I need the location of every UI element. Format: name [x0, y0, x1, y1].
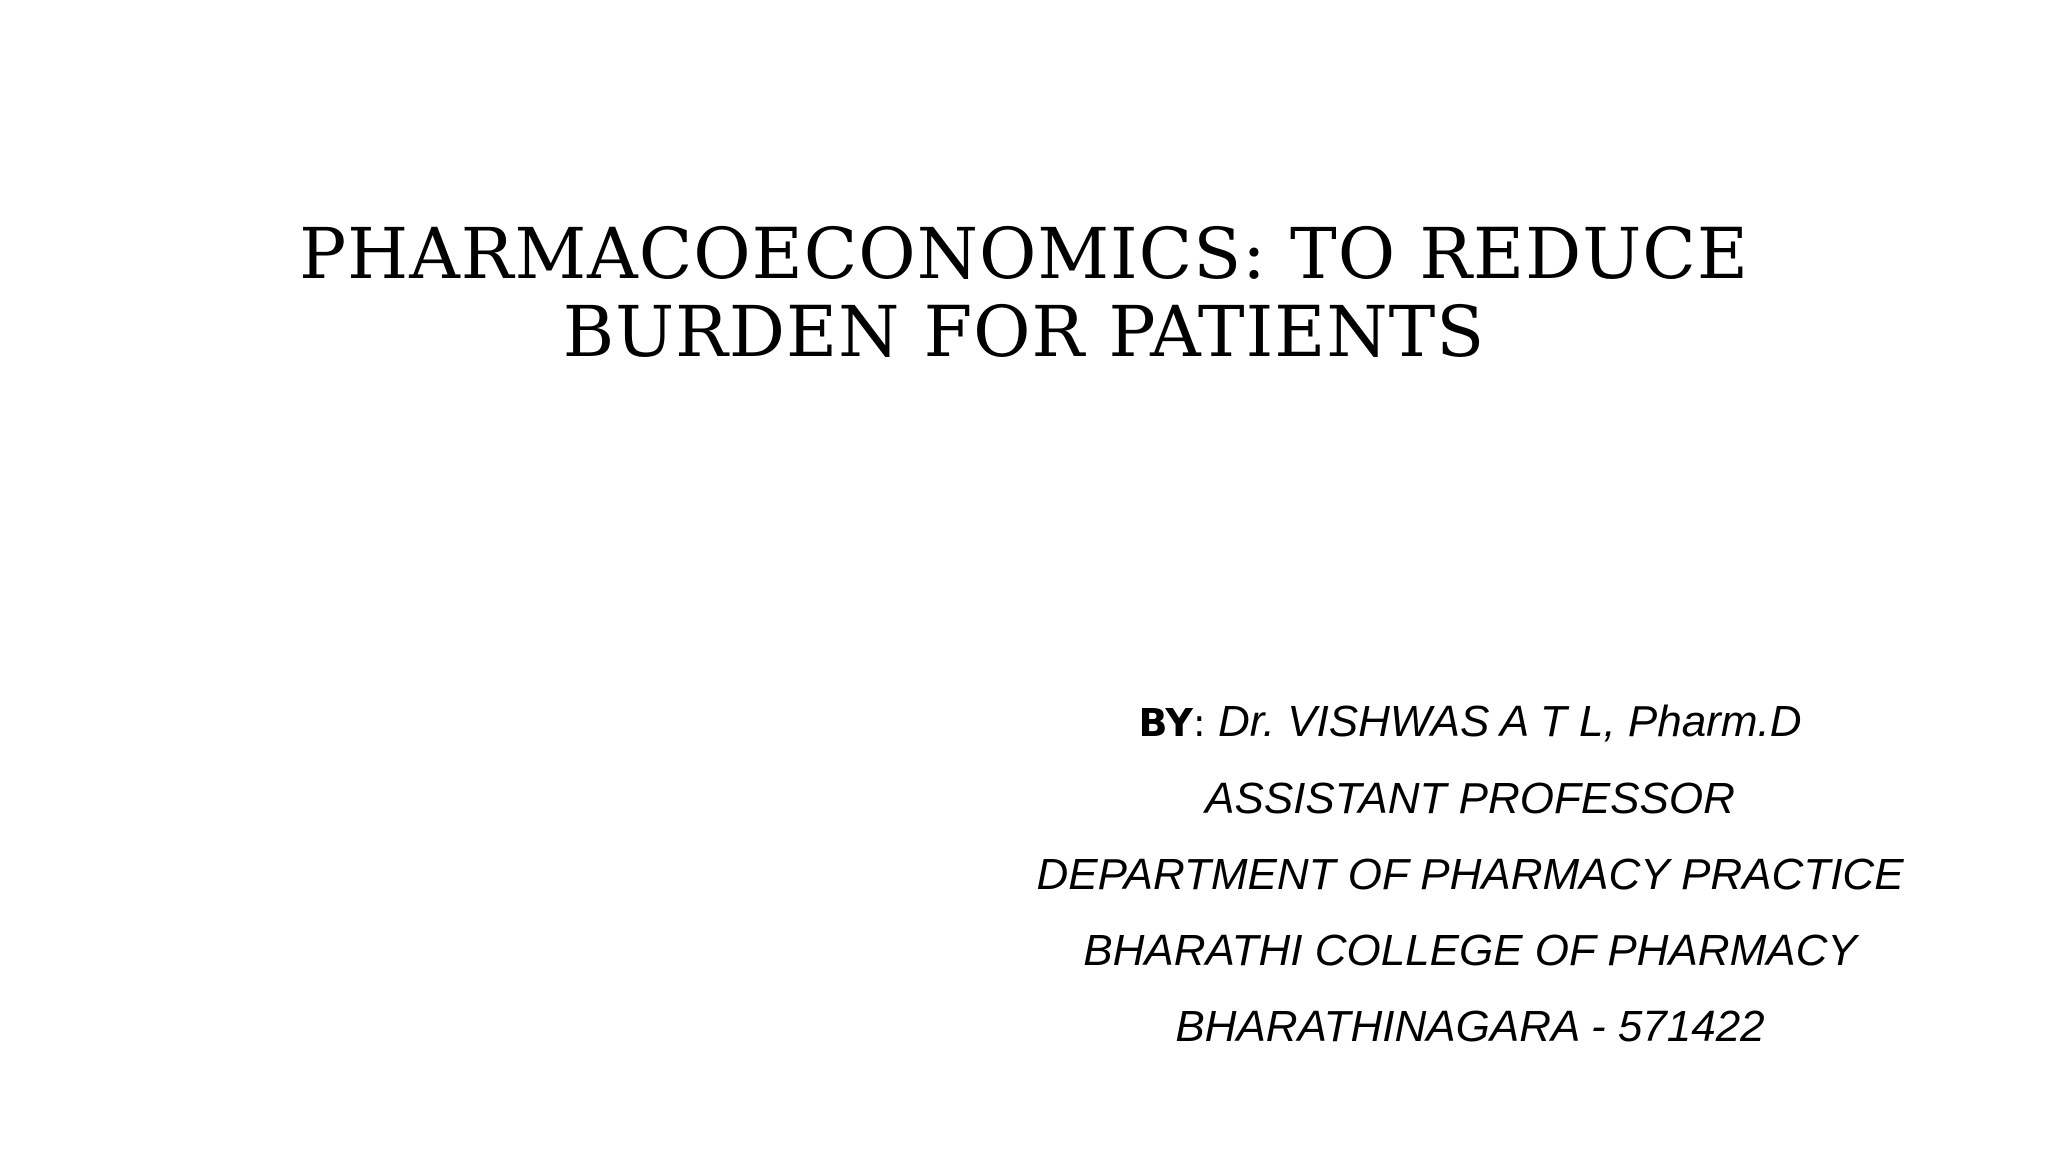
title-line-1: PHARMACOECONOMICS: TO REDUCE: [299, 213, 1749, 295]
by-separator: :: [1192, 701, 1206, 745]
slide-title: [124, 215, 1924, 371]
title-line-2: BURDEN FOR PATIENTS: [562, 291, 1486, 373]
author-department: DEPARTMENT OF PHARMACY PRACTICE: [1036, 850, 1904, 899]
author-location: BHARATHINAGARA - 571422: [1175, 1002, 1765, 1051]
author-name: Dr. VISHWAS A T L, Pharm.D: [1217, 697, 1802, 746]
author-block: [1000, 684, 1940, 1065]
author-designation: ASSISTANT PROFESSOR: [1205, 774, 1735, 823]
by-label: BY: [1138, 701, 1193, 745]
author-college: BHARATHI COLLEGE OF PHARMACY: [1083, 926, 1857, 975]
author-name-row: [1000, 684, 1940, 761]
